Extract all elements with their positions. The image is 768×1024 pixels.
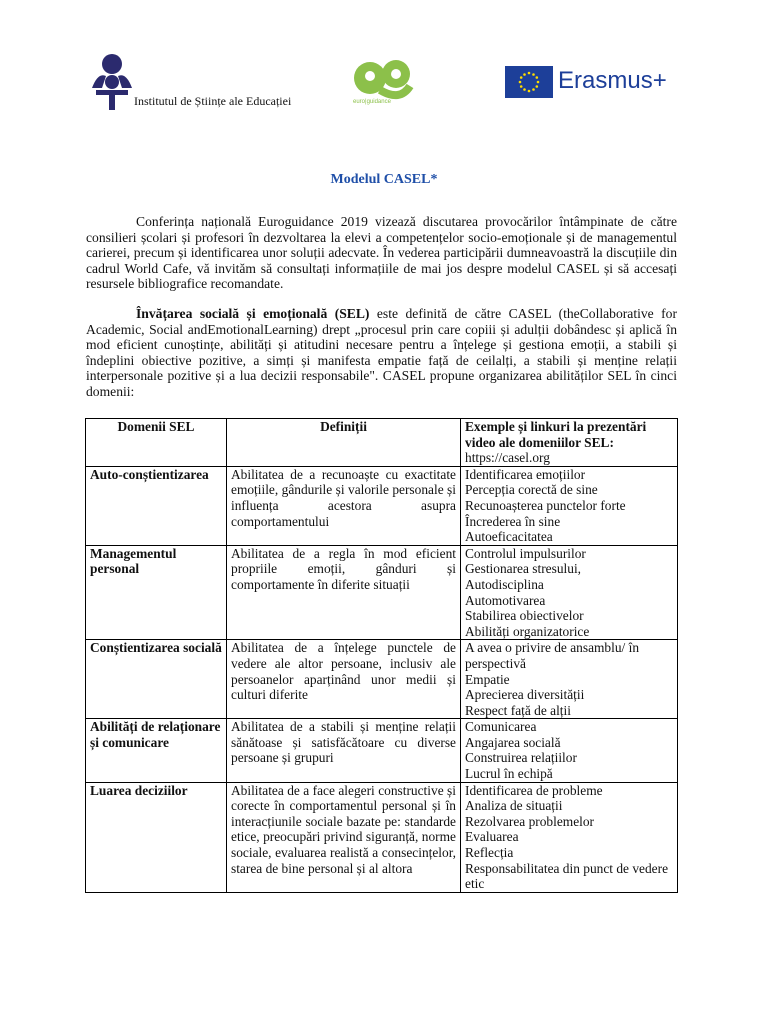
table-row — [86, 466, 678, 545]
example-item: A avea o privire de ansamblu/ în perspectivă — [465, 640, 640, 671]
example-item: Recunoașterea punctelor forte — [465, 497, 626, 513]
examples-cell — [461, 466, 678, 545]
domain-cell: Auto-conștientizarea — [86, 466, 227, 545]
examples-cell — [461, 640, 678, 719]
table-row — [86, 545, 678, 640]
intro-paragraph: Conferința națională Euroguidance 2019 vizează discutarea provocărilor întâmpinate de către consilieri școlari și profesori în dezvoltarea la elevi a competențelor socio-emoționale și de managementul carierei, precum și identificarea unor soluții adecvate. În vederea participării dumneavoastră la discuțiile din cadrul World Cafe, vă invităm să consultați informațiile de mai jos despre modelul CASEL și să accesați resursele bibliografice recomandate. — [86, 214, 677, 292]
example-item: Autoeficacitatea — [465, 529, 553, 545]
header-examples — [461, 419, 678, 467]
example-item: Lucrul în echipă — [465, 766, 553, 782]
example-item: Responsabilitatea din punct de vedere etic — [465, 860, 669, 892]
example-item: Rezolvarea problemelor — [465, 813, 595, 829]
examples-cell — [461, 545, 678, 640]
example-item: Empatie — [465, 671, 510, 687]
document-title: Modelul CASEL* — [330, 172, 438, 187]
example-item: Percepția corectă de sine — [465, 482, 598, 498]
erasmus-logo-text: Erasmus+ — [558, 67, 667, 94]
domain-cell: Abilități de relaționare și comunicare — [86, 719, 227, 782]
example-item: Abilități organizatorice — [465, 623, 590, 639]
definition-cell: Abilitatea de a recunoaște cu exactitate emoțiile, gândurile și valorile personale și influența acestora asupra comportamentului — [227, 466, 461, 545]
domain-cell: Luarea deciziilor — [86, 782, 227, 892]
definition-cell: Abilitatea de a regla în mod eficient propriile emoții, gânduri și comportamente în diferite situații — [227, 545, 461, 640]
example-item: Reflecția — [465, 845, 514, 861]
examples-cell — [461, 782, 678, 892]
header-domains: Domenii SEL — [86, 419, 227, 467]
example-item: Identificarea de probleme — [465, 782, 603, 798]
euroguidance-text: euro|guidance — [353, 99, 391, 105]
example-item: Stabilirea obiectivelor — [465, 608, 584, 624]
example-item: Gestionarea stresului, — [465, 561, 582, 577]
casel-link[interactable]: https://casel.org — [465, 450, 550, 466]
table-row — [86, 719, 678, 782]
examples-cell — [461, 719, 678, 782]
example-item: Autodisciplina — [465, 576, 544, 592]
example-item: Automotivarea — [465, 592, 546, 608]
sel-definition-paragraph — [86, 306, 677, 400]
example-item: Comunicarea — [465, 719, 537, 735]
example-item: Încrederea în sine — [465, 513, 561, 529]
definition-cell: Abilitatea de a stabili și menține relații sănătoase și satisfăcătoare cu diverse persoane și grupuri — [227, 719, 461, 782]
domain-cell: Managementul personal — [86, 545, 227, 640]
table-header-row — [86, 419, 678, 467]
eu-flag-icon — [505, 66, 553, 98]
header-definitions: Definiții — [227, 419, 461, 467]
definition-cell: Abilitatea de a face alegeri constructive și corecte în comportamentul personal și în interacțiunile sociale bazate pe: standarde etice, preocupări privind siguranță, norme sociale, evaluarea realistă a consecințelor, starea de bine personal și al altora — [227, 782, 461, 892]
ise-logo — [88, 52, 136, 110]
institute-name: Institutul de Științe ale Educației — [134, 94, 292, 108]
example-item: Analiza de situații — [465, 798, 563, 814]
example-item: Controlul impulsurilor — [465, 545, 586, 561]
example-item: Angajarea socială — [465, 734, 561, 750]
sel-domains-table — [85, 418, 678, 893]
example-item: Construirea relațiilor — [465, 750, 577, 766]
sel-definition-text: este definită de către CASEL (theCollaborative for Academic, Social andEmotionalLearning) drept „procesul prin care copiii și adulții dobândesc și aplică în mod eficient cunoștințe, abilități și atitudini necesare pentru a înțelege și gestiona emoții, a stabili și îndeplini obiective pozitive, a simți și manifesta empatie față de ceilalți, a stabili și menține relații interpersonale pozitive și a lua decizii responsabile". CASEL propune organizarea abilităților SEL în cinci domenii: — [86, 306, 677, 399]
example-item: Aprecierea diversității — [465, 687, 585, 703]
table-row — [86, 782, 678, 892]
example-item: Identificarea emoțiilor — [465, 466, 586, 482]
sel-term: Învățarea socială și emoțională (SEL) — [136, 306, 370, 321]
domain-cell: Conștientizarea socială — [86, 640, 227, 719]
example-item: Evaluarea — [465, 829, 519, 845]
definition-cell: Abilitatea de a înțelege punctele de vedere ale altor persoane, inclusiv ale persoanelor aparținând unor medii și culturi diferite — [227, 640, 461, 719]
table-row — [86, 640, 678, 719]
header-examples-text: Exemple și linkuri la prezentări video ale domeniilor SEL: — [465, 419, 647, 450]
example-item: Respect față de alții — [465, 702, 571, 718]
